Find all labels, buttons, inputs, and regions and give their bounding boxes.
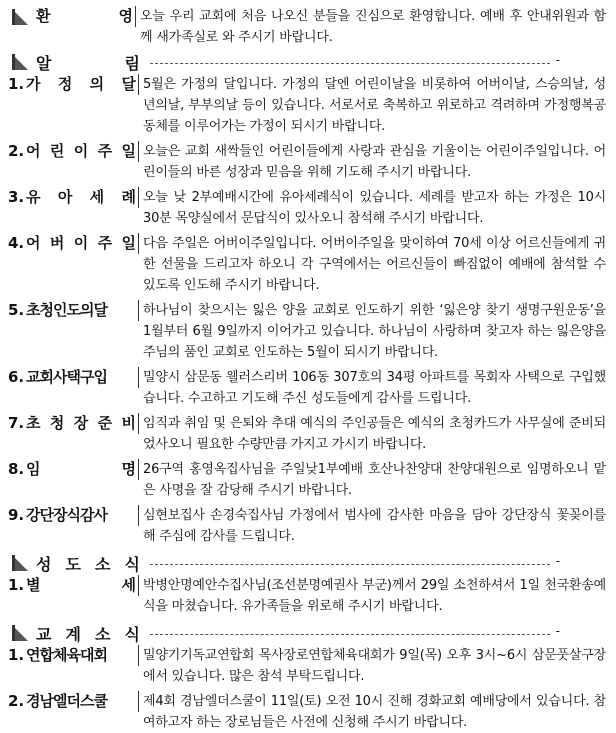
- item-text: 오늘은 교회 새싹들인 어린이들에게 사랑과 관심을 기울이는 어린이주일입니다. 어린이들의 바른 성장과 믿음을 위해 기도해 주시기 바랍니다.: [143, 144, 606, 180]
- divider: [150, 63, 550, 64]
- list-item: [6, 233, 610, 296]
- item-number: 6.: [8, 368, 25, 386]
- item-text: 제4회 경남엘더스쿨이 11일(토) 오전 10시 진해 경화교회 예배당에서 있습니다. 참여하고자 하는 장로님들은 사전에 신청해 주시기 바랍니다.: [143, 694, 606, 730]
- welcome-text: 오늘 우리 교회에 처음 나오신 분들을 진심으로 환영합니다. 예배 후 안내위원과 함께 새가족실로 와 주시기 바랍니다.: [140, 9, 606, 45]
- list-item: [6, 300, 610, 363]
- list-item: [6, 575, 610, 617]
- item-number: 1.: [8, 75, 25, 93]
- welcome-section: [6, 6, 610, 48]
- item-label: 강단장식감사: [26, 505, 139, 526]
- list-item: [6, 645, 610, 687]
- divider: [150, 634, 550, 635]
- section-flag-icon: [12, 625, 28, 641]
- item-text: 밀양기기독교연합회 목사장로연합체육대회가 9일(목) 오후 3시~6시 삼문풋살구장에서 있습니다. 많은 참석 부탁드립니다.: [143, 648, 606, 684]
- churches-header: [6, 621, 610, 645]
- list-item: [6, 691, 610, 733]
- item-text: 다음 주일은 어버이주일입니다. 어버이주일을 맞이하여 70세 이상 어르신들에게 귀한 선물을 드리고자 하오니 각 구역에서는 어르신들이 빠짐없이 예배에 참석할 수 있도록 인도해 주시기 바랍니다.: [143, 236, 606, 293]
- item-label: 가 정 의 달: [26, 74, 139, 95]
- item-number: 8.: [8, 460, 25, 478]
- welcome-title: 환 영: [36, 6, 136, 27]
- list-item: [6, 187, 610, 229]
- section-flag-icon: [12, 9, 28, 25]
- churches-title: 교 계 소 식: [36, 624, 140, 644]
- item-label: 어 린 이 주 일: [26, 141, 139, 162]
- list-item: [6, 413, 610, 455]
- notices-title: 알 림: [36, 53, 140, 73]
- item-text: 5월은 가정의 달입니다. 가정의 달엔 어린이날을 비롯하여 어버이날, 스승의날, 성년의날, 부부의날 등이 있습니다. 서로서로 축복하고 위로하고 격려하며 가정행복공동체를 이루어가는 가정이 되시기 바랍니다.: [143, 77, 606, 134]
- item-number: 3.: [8, 188, 25, 206]
- list-item: [6, 74, 610, 137]
- members-title: 성 도 소 식: [36, 554, 140, 574]
- list-item: [6, 367, 610, 409]
- item-number: 1.: [8, 576, 25, 594]
- item-label: 유 아 세 례: [26, 187, 139, 208]
- item-label: 임 명: [26, 459, 139, 480]
- item-label: 연합체육대회: [26, 645, 139, 666]
- item-text: 임직과 취임 및 은퇴와 추대 예식의 주인공들은 예식의 초청카드가 사무실에 준비되었사오니 필요한 수량만큼 가지고 가시기 바랍니다.: [143, 416, 606, 452]
- item-label: 경남엘더스쿨: [26, 691, 139, 712]
- item-number: 9.: [8, 506, 25, 524]
- item-label: 별 세: [26, 575, 139, 596]
- item-label: 초 청 장 준 비: [26, 413, 139, 434]
- item-label: 어 버 이 주 일: [26, 233, 139, 254]
- item-text: 하나님이 찾으시는 잃은 양을 교회로 인도하기 위한 ‘잃은양 찾기 생명구원운동’을 1월부터 6월 9일까지 이어가고 있습니다. 하나님이 사랑하며 찾고자 하는 잃은양을 주님의 품인 교회로 인도하는 5월이 되시기 바랍니다.: [143, 303, 606, 360]
- notices-header: [6, 50, 610, 74]
- list-item: [6, 459, 610, 501]
- item-text: 박병안명예안수집사님(조선분명예권사 부군)께서 29일 소천하셔서 1일 천국환송예식을 마쳤습니다. 유가족들을 위로해 주시기 바랍니다.: [143, 578, 606, 614]
- notices-list: [6, 74, 610, 547]
- item-text: 밀양시 삼문동 웰러스리버 106동 307호의 34평 아파트를 목회자 사택으로 구입했습니다. 수고하고 기도해 주신 성도들에게 감사를 드립니다.: [143, 370, 606, 406]
- item-number: 5.: [8, 301, 25, 319]
- members-list: [6, 575, 610, 617]
- item-text: 26구역 홍영옥집사님을 주일낮1부예배 호산나찬양대 찬양대원으로 임명하오니 맡은 사명을 잘 감당해 주시기 바랍니다.: [143, 462, 606, 498]
- item-number: 2.: [8, 142, 25, 160]
- members-header: [6, 551, 610, 575]
- item-label: 초청인도의달: [26, 300, 139, 321]
- divider: [150, 564, 550, 565]
- list-item: [6, 505, 610, 547]
- item-number: 4.: [8, 234, 25, 252]
- item-label: 교회사택구입: [26, 367, 139, 388]
- item-number: 1.: [8, 646, 25, 664]
- section-flag-icon: [12, 54, 28, 70]
- churches-list: [6, 645, 610, 733]
- list-item: [6, 141, 610, 183]
- item-text: 오늘 낮 2부예배시간에 유아세례식이 있습니다. 세례를 받고자 하는 가정은 10시 30분 목양실에서 문답식이 있사오니 참석해 주시기 바랍니다.: [143, 190, 606, 226]
- section-flag-icon: [12, 555, 28, 571]
- item-number: 2.: [8, 692, 25, 710]
- item-text: 심현보집사 손경숙집사님 가정에서 범사에 감사한 마음을 담아 강단장식 꽃꽂이를 해 주심에 감사를 드립니다.: [143, 508, 606, 544]
- item-number: 7.: [8, 414, 25, 432]
